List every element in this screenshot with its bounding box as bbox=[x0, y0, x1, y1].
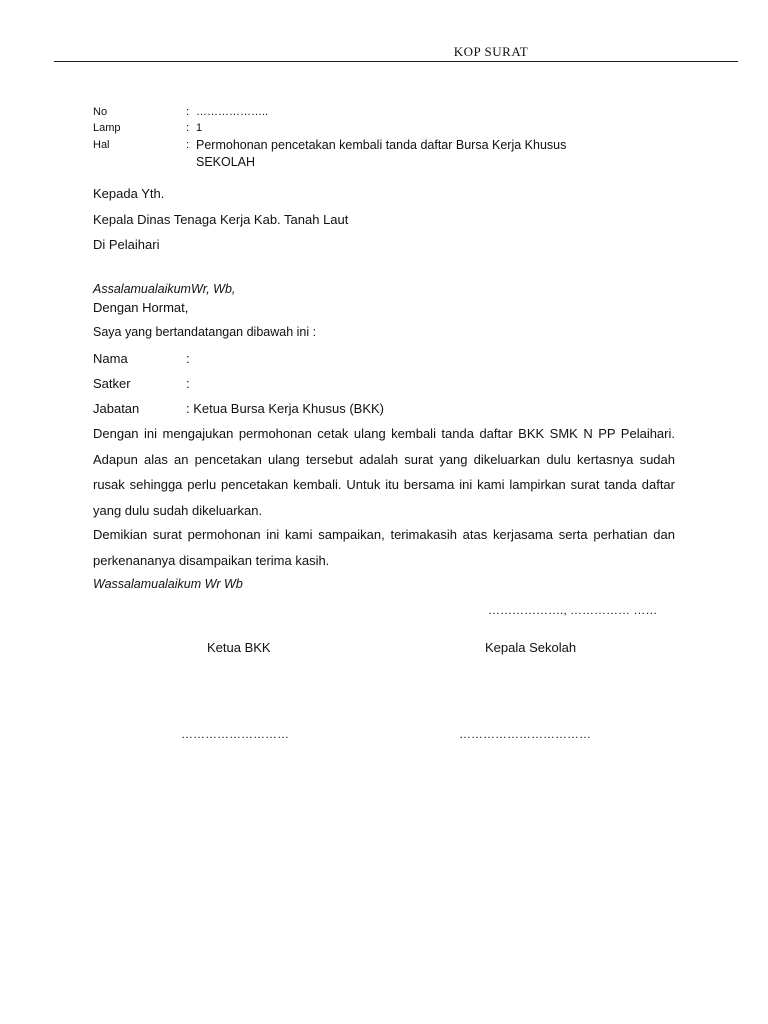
signature-left-title: Ketua BKK bbox=[207, 640, 271, 655]
opening-salam: AssalamualaikumWr, Wb, bbox=[93, 282, 236, 296]
field-satker-value: : bbox=[186, 376, 190, 391]
address-line-2: Kepala Dinas Tenaga Kerja Kab. Tanah Laut bbox=[93, 212, 349, 227]
hal-colon: : bbox=[186, 139, 190, 151]
field-nama-value: : bbox=[186, 351, 190, 366]
no-colon: : bbox=[186, 106, 190, 118]
no-value: ……………….. bbox=[196, 106, 269, 118]
no-label: No bbox=[93, 106, 108, 118]
letterhead-title: KOP SURAT bbox=[453, 44, 529, 59]
intro-text: Saya yang bertandatangan dibawah ini : bbox=[93, 325, 317, 339]
field-jabatan-value: : Ketua Bursa Kerja Khusus (BKK) bbox=[186, 401, 384, 416]
field-jabatan-label: Jabatan bbox=[93, 401, 140, 416]
lamp-label: Lamp bbox=[93, 122, 121, 134]
letterhead-rule bbox=[54, 61, 738, 62]
field-satker-label: Satker bbox=[93, 376, 131, 391]
closing-salam: Wassalamualaikum Wr Wb bbox=[93, 577, 243, 591]
address-line-3: Di Pelaihari bbox=[93, 237, 160, 252]
lamp-colon: : bbox=[186, 122, 190, 134]
signature-right-title: Kepala Sekolah bbox=[485, 640, 577, 655]
hal-value-line2: SEKOLAH bbox=[196, 155, 256, 169]
signature-right-line: …………………………… bbox=[459, 727, 591, 741]
hal-label: Hal bbox=[93, 139, 110, 151]
address-line-1: Kepada Yth. bbox=[93, 186, 165, 201]
body-paragraph-2: Demikian surat permohonan ini kami sampaikan, terimakasih atas kerjasama serta perhatian dan perkenananya disampaikan terima kasih. bbox=[93, 527, 675, 568]
field-nama-label: Nama bbox=[93, 351, 128, 366]
date-place: ………………., …………… …… bbox=[488, 603, 658, 617]
body-paragraph-1: Dengan ini mengajukan permohonan cetak ulang kembali tanda daftar BKK SMK N PP Pelaihari. Adapun alas an pencetakan ulang tersebut adalah surat yang dikeluarkan dulu kertasnya sudah rusak sehingga perlu pencetakan kembali. Untuk itu bersama ini kami lampirkan surat tanda daftar yang dulu sudah dikeluarkan. bbox=[93, 426, 675, 518]
signature-left-line: ……………………… bbox=[181, 727, 289, 741]
lamp-value: 1 bbox=[196, 122, 203, 134]
hal-value-line1: Permohonan pencetakan kembali tanda daftar Bursa Kerja Khusus bbox=[196, 138, 567, 152]
opening-hormat: Dengan Hormat, bbox=[93, 300, 189, 315]
